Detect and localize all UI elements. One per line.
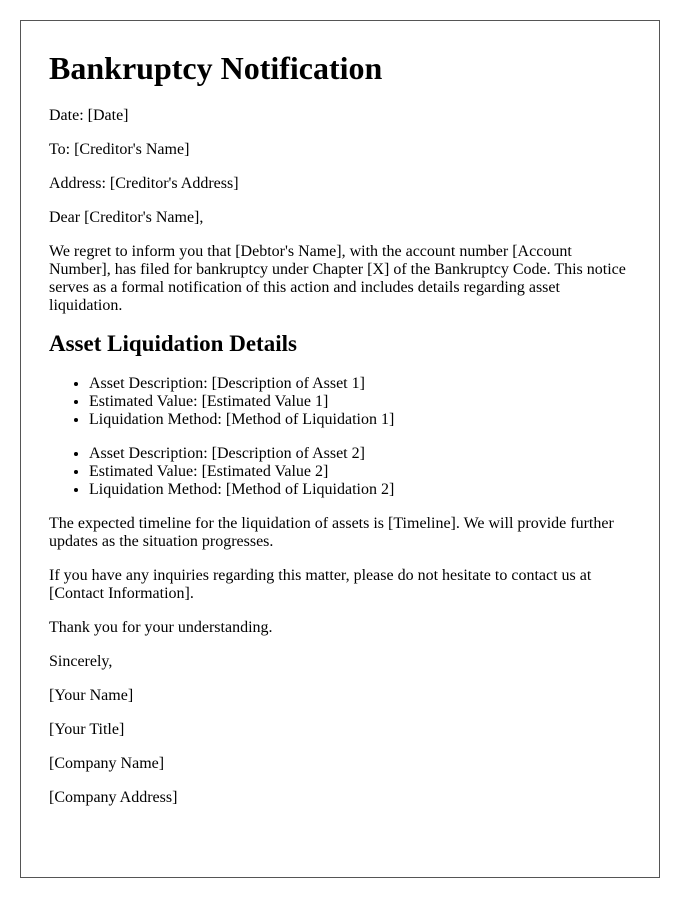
intro-paragraph: We regret to inform you that [Debtor's Name], with the account number [Account Number], has filed for bankruptcy under Chapter [X] of the Bankruptcy Code. This notice serves as a formal notification of this action and includes details regarding asset liquidation. xyxy=(49,243,626,314)
signature-company-address: [Company Address] xyxy=(49,789,178,806)
signature-title: [Your Title] xyxy=(49,721,125,738)
contact-paragraph: If you have any inquiries regarding this matter, please do not hesitate to contact us at [Contact Information]. xyxy=(49,567,592,602)
asset-method: • Liquidation Method: [Method of Liquidation 1] xyxy=(89,411,631,429)
asset-value: • Estimated Value: [Estimated Value 1] xyxy=(89,393,631,411)
page-title: Bankruptcy Notification xyxy=(49,50,383,86)
letter-document xyxy=(20,20,660,878)
signature-company: [Company Name] xyxy=(49,755,165,772)
asset-method: • Liquidation Method: [Method of Liquidation 2] xyxy=(89,481,631,499)
section-heading: Asset Liquidation Details xyxy=(49,331,297,356)
asset-description: • Asset Description: [Description of Asset 1] xyxy=(89,375,631,393)
signature-name: [Your Name] xyxy=(49,687,134,704)
thanks-line: Thank you for your understanding. xyxy=(49,619,273,636)
asset-list-2 xyxy=(49,445,631,499)
asset-list-1 xyxy=(49,375,631,429)
recipient-line: To: [Creditor's Name] xyxy=(49,141,190,158)
salutation: Dear [Creditor's Name], xyxy=(49,209,204,226)
closing-line: Sincerely, xyxy=(49,653,113,670)
timeline-paragraph: The expected timeline for the liquidation of assets is [Timeline]. We will provide further updates as the situation progresses. xyxy=(49,515,614,550)
asset-value: • Estimated Value: [Estimated Value 2] xyxy=(89,463,631,481)
date-line: Date: [Date] xyxy=(49,107,129,124)
address-line: Address: [Creditor's Address] xyxy=(49,175,239,192)
asset-description: • Asset Description: [Description of Asset 2] xyxy=(89,445,631,463)
